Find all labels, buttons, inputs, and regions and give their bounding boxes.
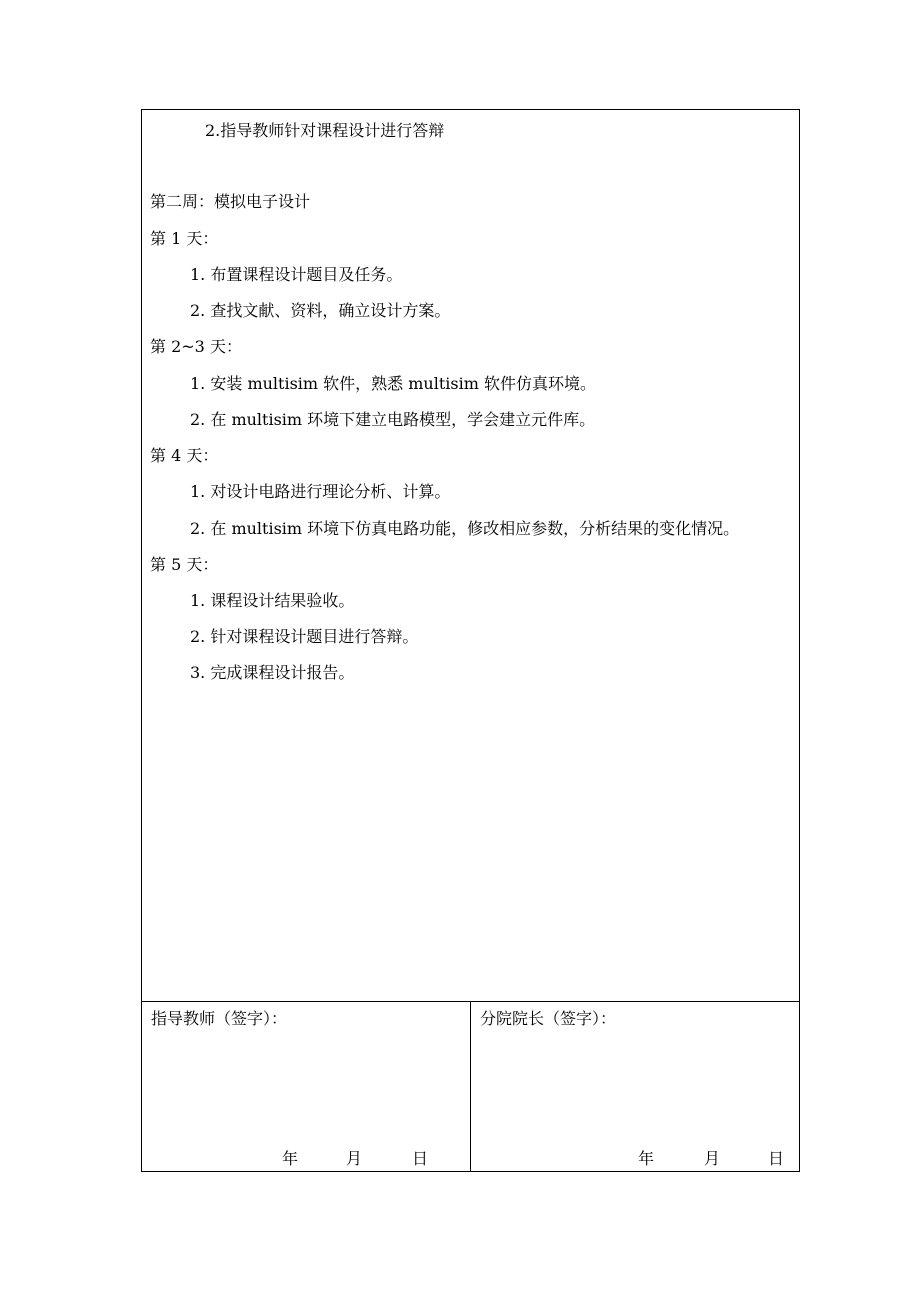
day-heading: 第 1 天： xyxy=(150,229,219,248)
instructor-signature-cell xyxy=(142,1002,471,1171)
schedule-item: 3. 完成课程设计报告。 xyxy=(190,663,355,682)
schedule-item: 2. 在 multisim 环境下建立电路模型，学会建立元件库。 xyxy=(190,410,596,429)
schedule-item: 1. 对设计电路进行理论分析、计算。 xyxy=(190,482,451,501)
schedule-item: 2. 查找文献、资料，确立设计方案。 xyxy=(190,301,451,320)
schedule-content-cell xyxy=(142,110,799,1002)
signature-row xyxy=(142,1002,799,1171)
day-heading: 第 4 天： xyxy=(150,446,219,465)
plan-form-table xyxy=(141,109,800,1172)
schedule-item: 1. 安装 multisim 软件，熟悉 multisim 软件仿真环境。 xyxy=(190,374,596,393)
date-day-label: 日 xyxy=(768,1149,785,1168)
day-heading: 第 5 天： xyxy=(150,555,219,574)
date-year-label: 年 xyxy=(282,1149,299,1168)
instructor-signature-label: 指导教师（签字）： xyxy=(151,1009,288,1028)
day-heading: 第 2~3 天： xyxy=(150,337,242,356)
week-heading: 第二周：模拟电子设计 xyxy=(150,192,311,211)
schedule-item: 2. 针对课程设计题目进行答辩。 xyxy=(190,627,419,646)
date-day-label: 日 xyxy=(412,1149,429,1168)
date-month-label: 月 xyxy=(346,1149,363,1168)
schedule-item: 1. 课程设计结果验收。 xyxy=(190,591,355,610)
schedule-line: 2.指导教师针对课程设计进行答辩 xyxy=(205,121,445,140)
date-year-label: 年 xyxy=(638,1149,655,1168)
schedule-item: 1. 布置课程设计题目及任务。 xyxy=(190,265,403,284)
dean-signature-cell xyxy=(471,1002,799,1171)
date-month-label: 月 xyxy=(704,1149,721,1168)
schedule-item: 2. 在 multisim 环境下仿真电路功能，修改相应参数，分析结果的变化情况。 xyxy=(190,519,740,538)
dean-signature-label: 分院院长（签字）： xyxy=(480,1009,617,1028)
